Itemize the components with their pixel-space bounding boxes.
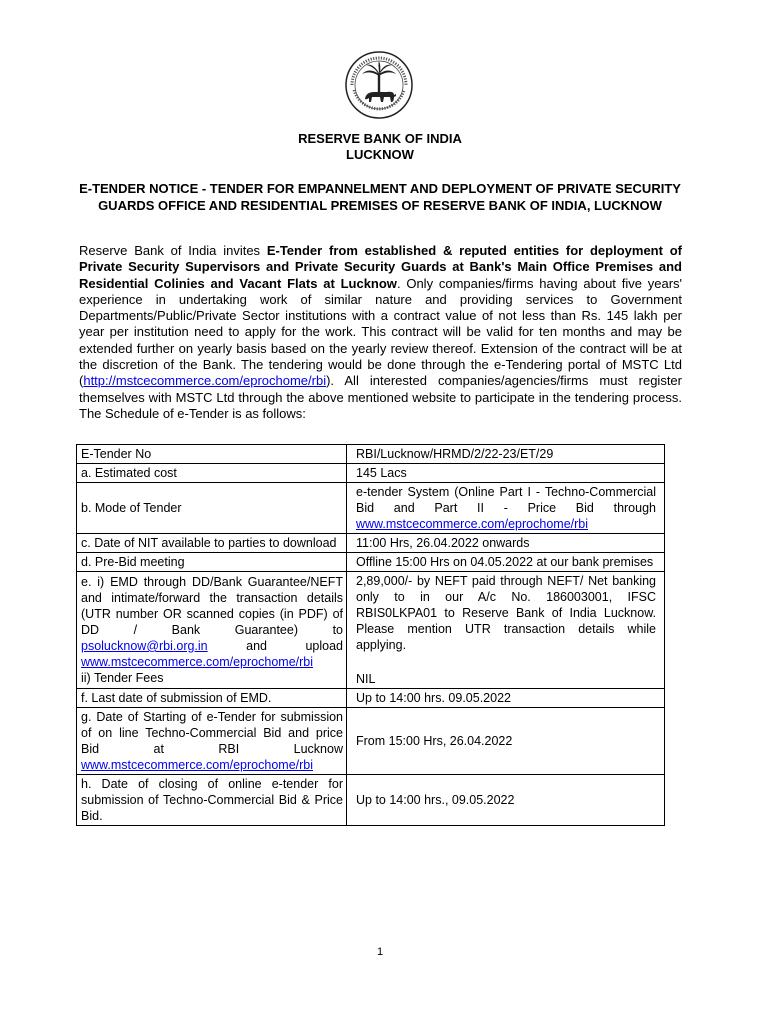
estimated-cost-value: 145 Lacs [347, 464, 665, 483]
mode-of-tender-value: e-tender System (Online Part I - Techno-Commercial Bid and Part II - Price Bid through [356, 485, 656, 515]
tender-fees-value: NIL [356, 672, 376, 686]
intro-paragraph [79, 243, 682, 422]
intro-bold-text: E-Tender from established & reputed entities for deployment of Private Security Supervisors and Private Security Guards at Bank's Main Office Premises and Residential Colinies and Vacant Flats at Lucknow [79, 243, 682, 291]
tender-no-value: RBI/Lucknow/HRMD/2/22-23/ET/29 [347, 445, 665, 464]
tender-close-value: Up to 14:00 hrs., 09.05.2022 [347, 775, 665, 826]
emd-label-upload: and upload [207, 639, 343, 653]
page-number: 1 [376, 946, 384, 958]
table-row-nit-date [77, 534, 665, 553]
notice-title: E-TENDER NOTICE - TENDER FOR EMPANNELMENT AND DEPLOYMENT OF PRIVATE SECURITY GUARDS OFFICE AND RESIDENTIAL PREMISES OF RESERVE BANK OF INDIA, LUCKNOW [79, 181, 681, 213]
pre-bid-meeting-value: Offline 15:00 Hrs on 04.05.2022 at our bank premises [347, 553, 665, 572]
tender-start-label-cell [77, 708, 347, 775]
tender-start-value: From 15:00 Hrs, 26.04.2022 [347, 708, 665, 775]
mode-of-tender-cell [347, 483, 665, 534]
table-row-pre-bid-meeting [77, 553, 665, 572]
mode-of-tender-label: b. Mode of Tender [77, 483, 347, 534]
table-row-tender-close [77, 775, 665, 826]
intro-lead: Reserve Bank of India invites [79, 243, 267, 258]
emd-label-text: e. i) EMD through DD/Bank Guarantee/NEFT and intimate/forward the transaction details (UTR number OR scanned copies (in PDF) of DD / Bank Guarantee) to [81, 575, 343, 637]
emd-last-date-value: Up to 14:00 hrs. 09.05.2022 [347, 689, 665, 708]
tender-fees-label: ii) Tender Fees [81, 671, 164, 685]
table-row-tender-no [77, 445, 665, 464]
tender-start-label: g. Date of Starting of e-Tender for submission of on line Techno-Commercial Bid and price Bid at RBI Lucknow [81, 710, 343, 756]
estimated-cost-label: a. Estimated cost [77, 464, 347, 483]
table-row-mode-of-tender [77, 483, 665, 534]
rbi-seal-logo [344, 50, 414, 120]
emd-value-cell [347, 572, 665, 689]
tender-schedule-table [76, 444, 665, 826]
intro-tail: ). All interested companies/agencies/firms must register themselves with MSTC Ltd through the above mentioned website to participate in the tendering process. The Schedule of e-Tender is as follows: [79, 373, 682, 421]
table-row-emd-fees [77, 572, 665, 689]
intro-body: . Only companies/firms having about five years' experience in undertaking work of similar nature and providing services to Government Departments/Public/Private Sector institutions with a contract value of not less than Rs. 145 lakh per year per institution need to apply for the work. This contract will be valid for ten months and may be extended further on yearly basis based on the yearly review thereof. Extension of the contract will be at the discretion of the Bank. The tendering would be done through the e-Tendering portal of MSTC Ltd ( [79, 275, 682, 389]
emd-email-link[interactable]: psolucknow@rbi.org.in [81, 639, 208, 653]
tender-start-link[interactable]: www.mstcecommerce.com/eprochome/rbi [81, 758, 314, 772]
nit-date-value: 11:00 Hrs, 26.04.2022 onwards [347, 534, 665, 553]
table-row-estimated-cost [77, 464, 665, 483]
pre-bid-meeting-label: d. Pre-Bid meeting [77, 553, 347, 572]
emd-label-cell [77, 572, 347, 689]
mode-of-tender-link[interactable]: www.mstcecommerce.com/eprochome/rbi [356, 517, 589, 531]
nit-date-label: c. Date of NIT available to parties to download [77, 534, 347, 553]
table-row-tender-start [77, 708, 665, 775]
org-heading: RESERVE BANK OF INDIA [298, 131, 462, 146]
emd-last-date-label: f. Last date of submission of EMD. [77, 689, 347, 708]
table-row-emd-last-date [77, 689, 665, 708]
emd-amount-value: 2,89,000/- by NEFT paid through NEFT/ Net banking only to in our A/c No. 186003001, IFSC RBIS0LKPA01 to Reserve Bank of India Lucknow. Please mention UTR transaction details while applying. [356, 574, 656, 652]
city-heading: LUCKNOW [346, 147, 414, 162]
tender-close-label: h. Date of closing of online e-tender for submission of Techno-Commercial Bid & Price Bid. [77, 775, 347, 826]
mstc-portal-link[interactable]: http://mstcecommerce.com/eprochome/rbi [83, 373, 327, 389]
tender-no-label: E-Tender No [77, 445, 347, 464]
emd-upload-link[interactable]: www.mstcecommerce.com/eprochome/rbi [81, 655, 314, 669]
